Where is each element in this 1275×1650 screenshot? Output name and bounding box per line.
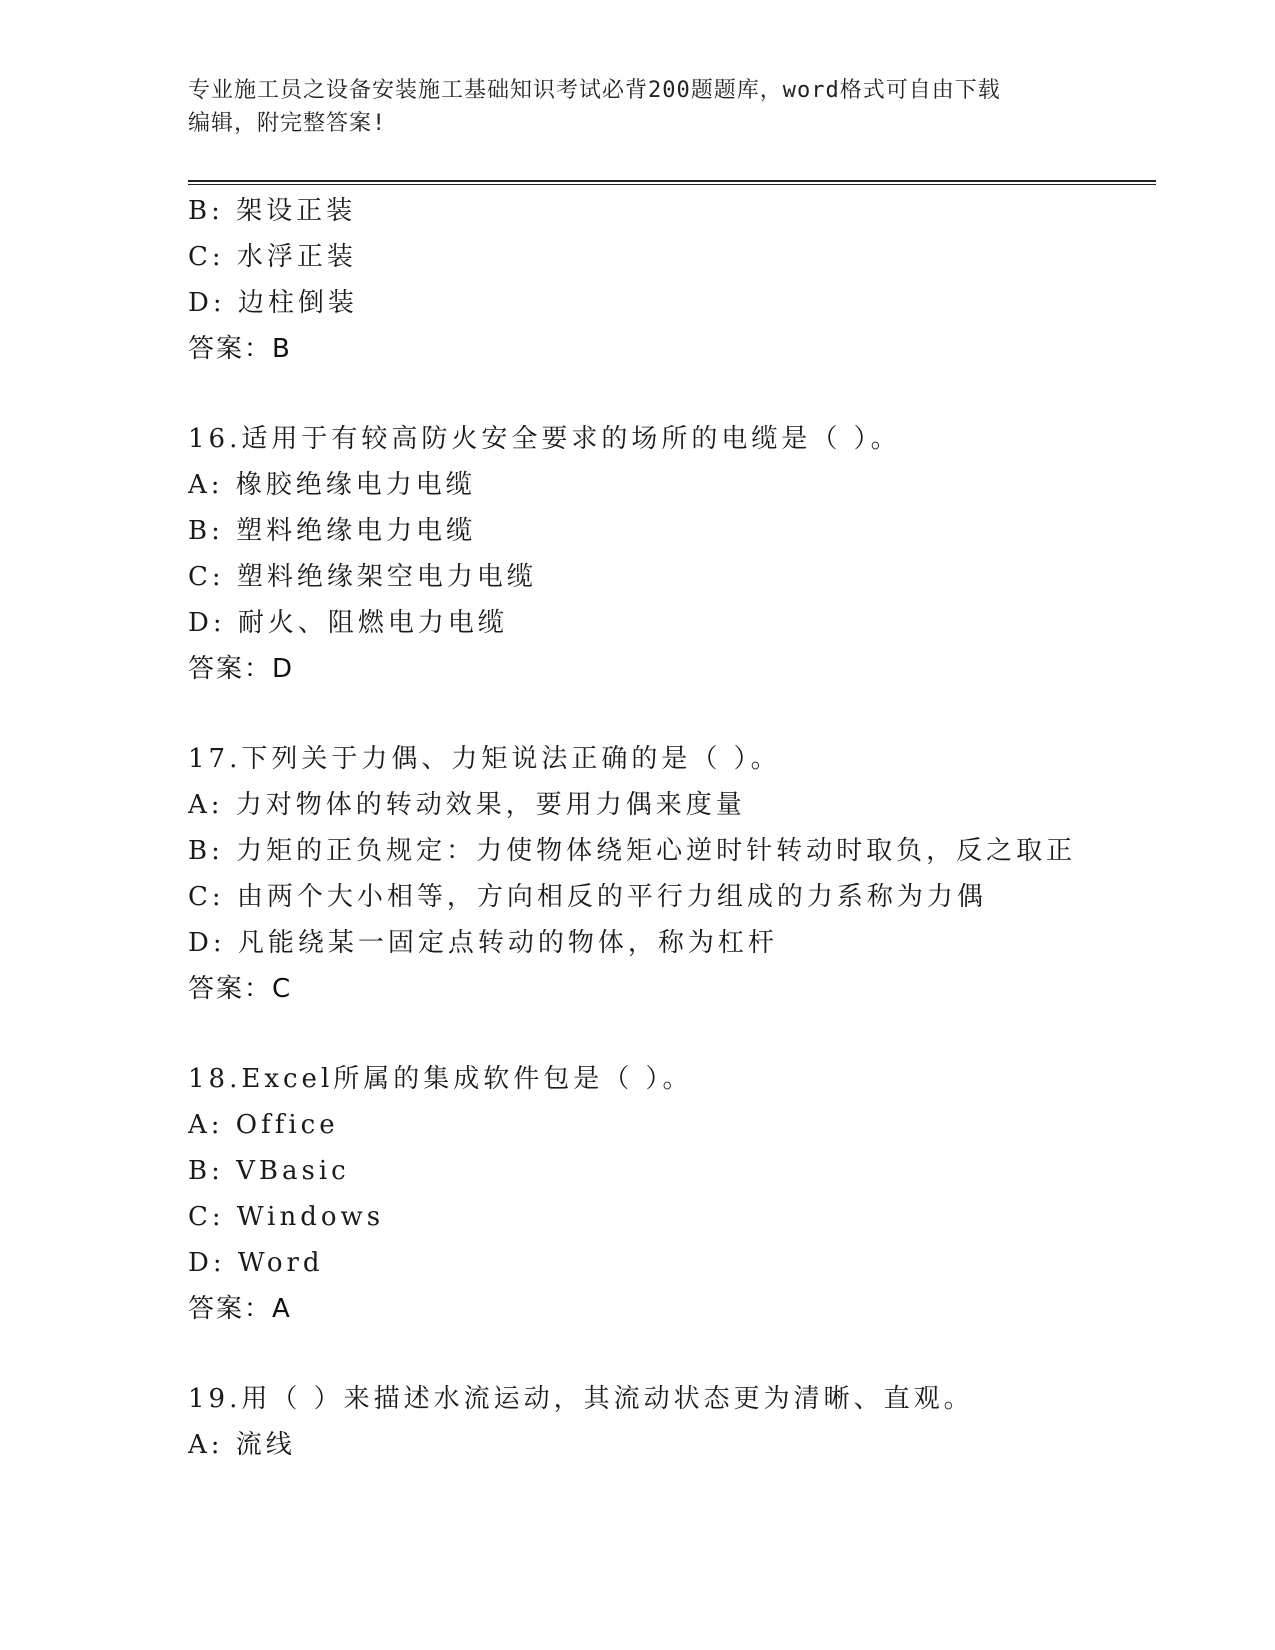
option-b: B: VBasic (188, 1156, 350, 1186)
option-b: B: 力矩的正负规定：力使物体绕矩心逆时针转动时取负，反之取正 (188, 836, 1077, 866)
block-spacer (188, 692, 1148, 736)
option-c: C: 水浮正装 (188, 242, 357, 272)
option-c: C: 由两个大小相等，方向相反的平行力组成的力系称为力偶 (188, 882, 987, 912)
block-spacer (188, 1332, 1148, 1376)
question-block (188, 188, 1148, 372)
option-b: B: 架设正装 (188, 196, 357, 226)
option-a: A: Office (188, 1110, 339, 1140)
header-line-1: 专业施工员之设备安装施工基础知识考试必背200题题库，word格式可自由下载 (188, 78, 1001, 103)
question-block (188, 416, 1148, 692)
header-rule-thick (188, 180, 1156, 182)
answer-line: 答案：C (188, 974, 293, 1004)
question-block (188, 1056, 1148, 1332)
option-a: A: 力对物体的转动效果，要用力偶来度量 (188, 790, 746, 820)
question-text: 16.适用于有较高防火安全要求的场所的电缆是（ ）。 (188, 424, 901, 454)
block-spacer (188, 372, 1148, 416)
header-rule-thin (188, 184, 1156, 185)
option-a: A: 流线 (188, 1430, 296, 1460)
option-d: D: Word (188, 1248, 324, 1278)
option-c: C: 塑料绝缘架空电力电缆 (188, 562, 537, 592)
option-a: A: 橡胶绝缘电力电缆 (188, 470, 476, 500)
option-d: D: 边柱倒装 (188, 288, 358, 318)
document-header (188, 74, 1068, 140)
question-list (188, 188, 1148, 1468)
block-spacer (188, 1012, 1148, 1056)
question-block (188, 736, 1148, 1012)
question-text: 19.用（ ）来描述水流运动，其流动状态更为清晰、直观。 (188, 1384, 974, 1414)
question-text: 18.Excel所属的集成软件包是（ ）。 (188, 1064, 693, 1094)
answer-line: 答案：D (188, 654, 295, 684)
answer-line: 答案：A (188, 1294, 292, 1324)
option-b: B: 塑料绝缘电力电缆 (188, 516, 477, 546)
question-text: 17.下列关于力偶、力矩说法正确的是（ ）。 (188, 744, 781, 774)
question-block (188, 1376, 1148, 1468)
option-c: C: Windows (188, 1202, 385, 1232)
header-line-2: 编辑，附完整答案! (188, 111, 387, 136)
option-d: D: 耐火、阻燃电力电缆 (188, 608, 508, 638)
answer-line: 答案：B (188, 334, 292, 364)
option-d: D: 凡能绕某一固定点转动的物体，称为杠杆 (188, 928, 778, 958)
